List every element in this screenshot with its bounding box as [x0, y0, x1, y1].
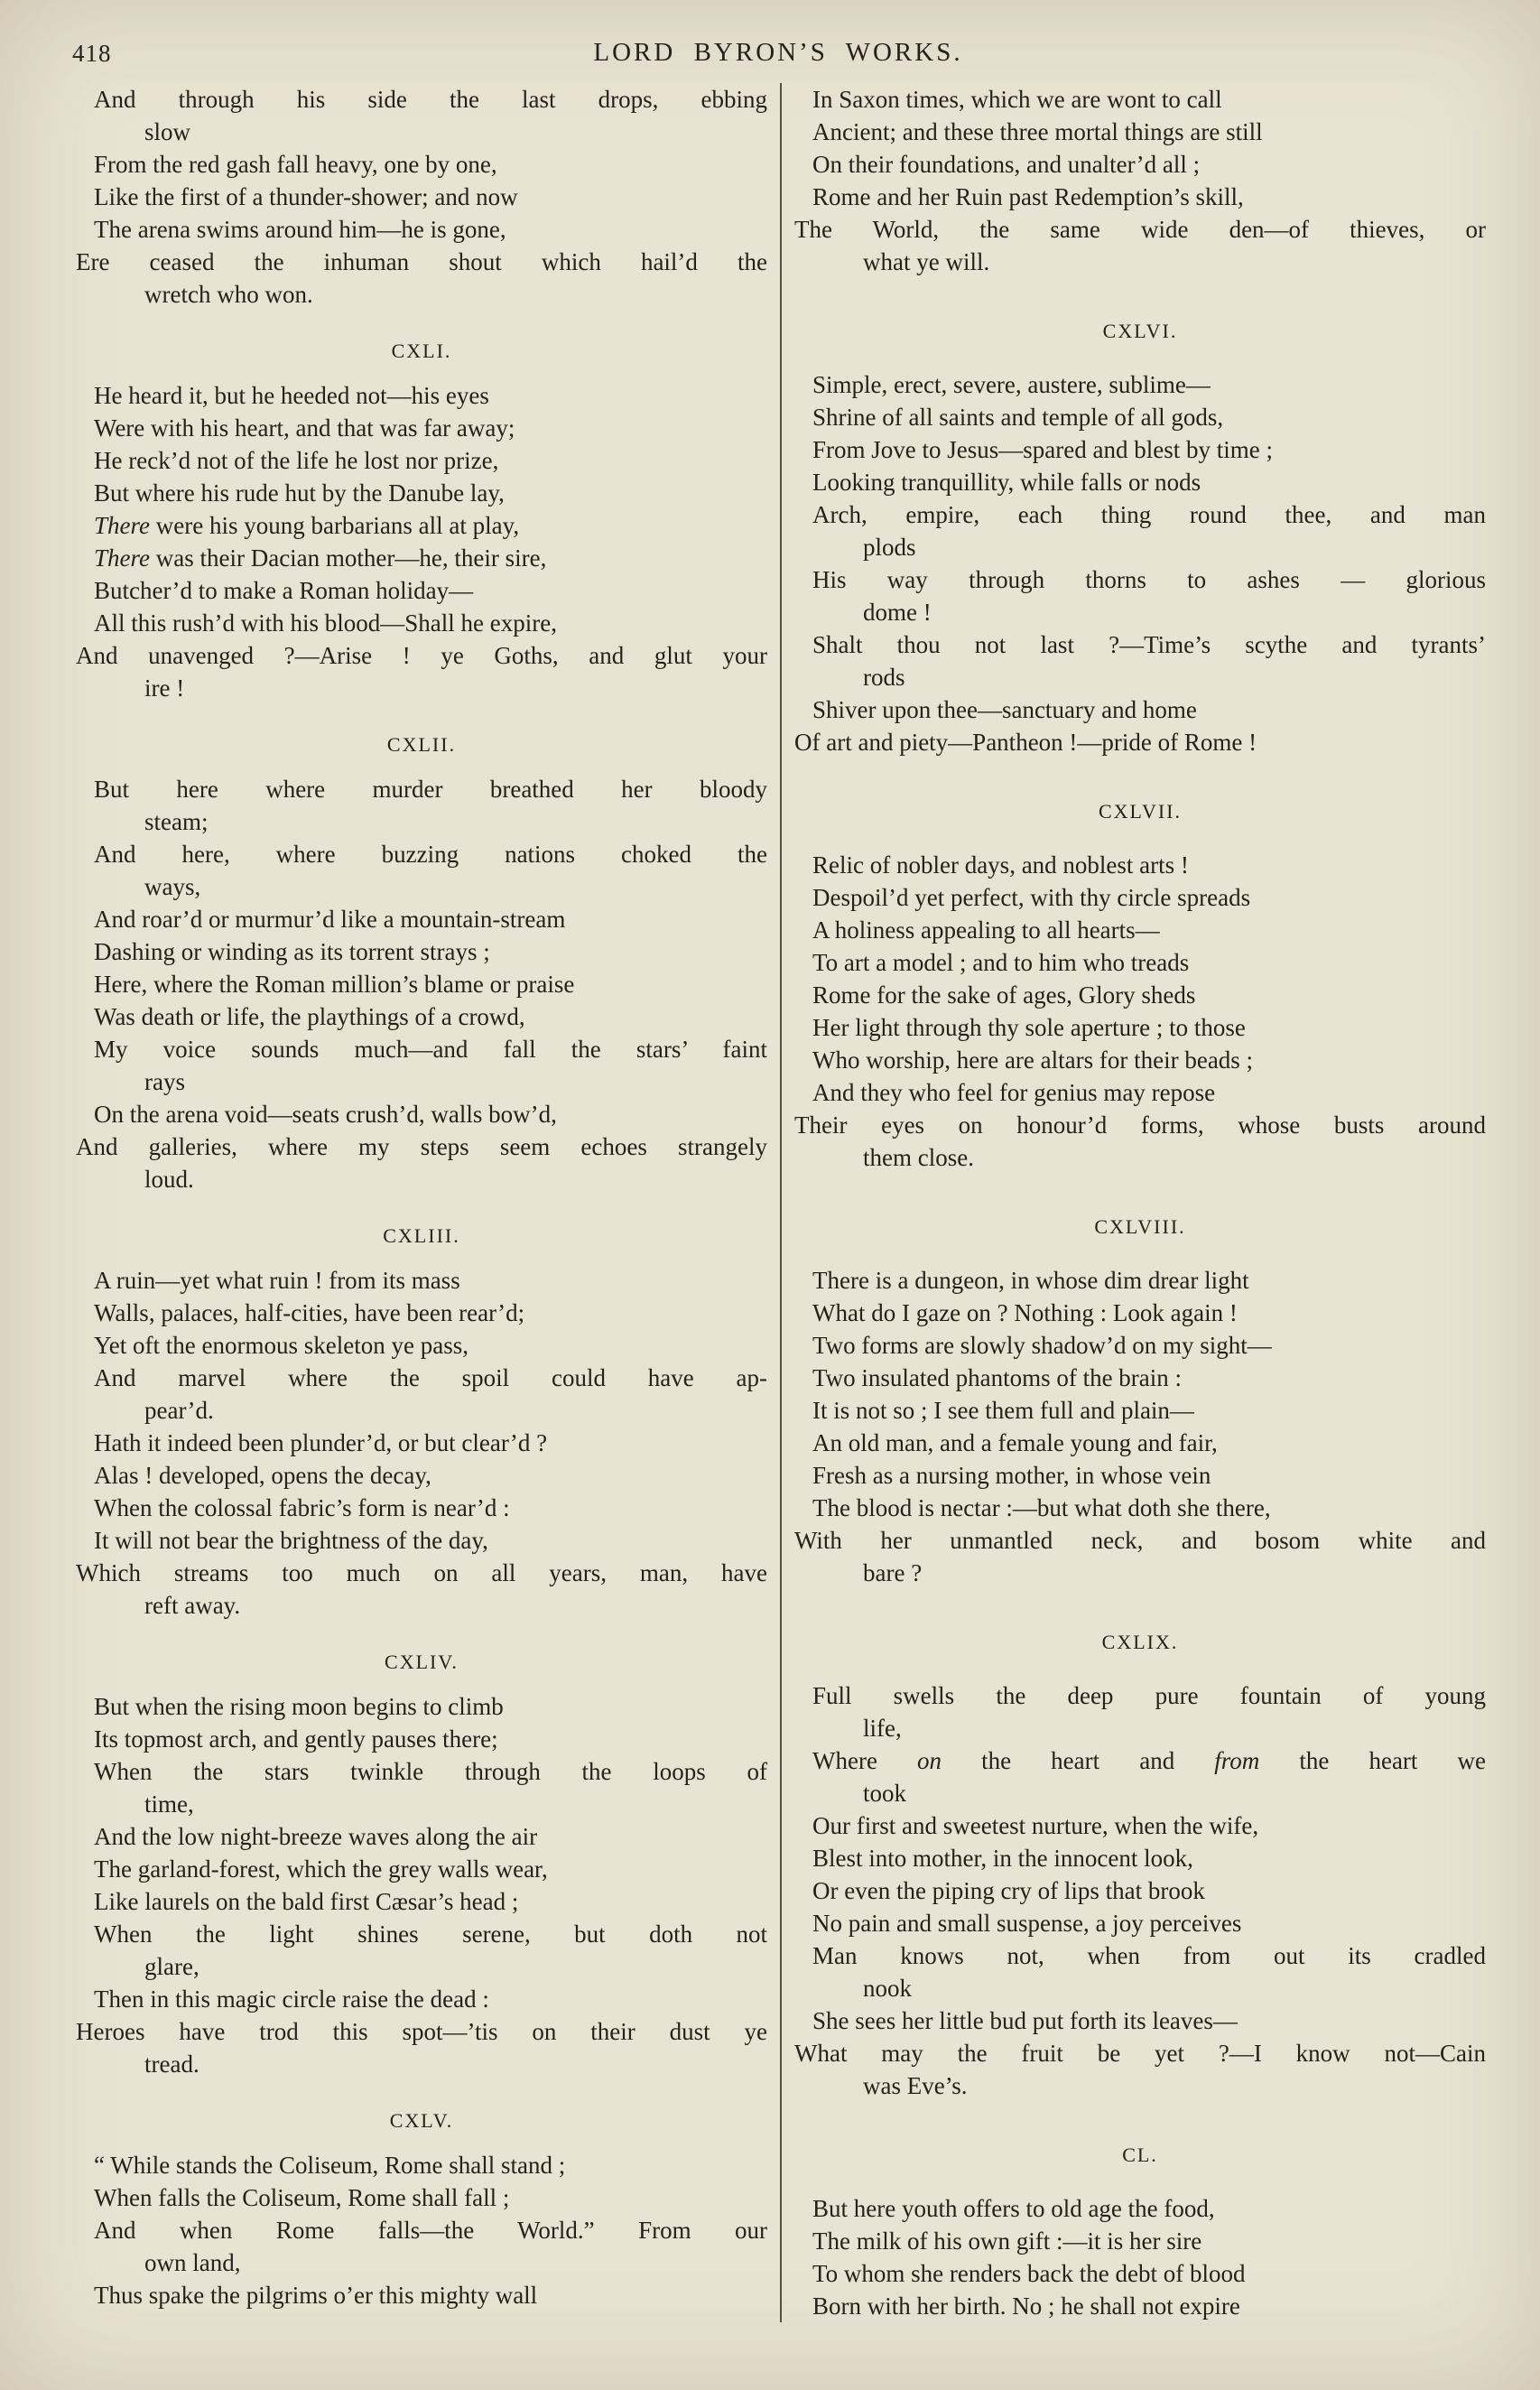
stanza-number: CXLVII. [1098, 800, 1183, 823]
verse-line: tread. [144, 2051, 199, 2078]
verse-line: On the arena void—seats crush’d, walls bow’d, [94, 1101, 557, 1128]
verse-line: He heard it, but he heeded not—his eyes [94, 382, 489, 409]
stanza-number: CXLI. [391, 339, 452, 362]
stanza [794, 1214, 1486, 1589]
verse-line: The blood is nectar :—but what doth she there, [812, 1494, 1271, 1521]
stanza [76, 83, 767, 311]
verse-line: Their eyes on honour’d forms, whose busts around [794, 1111, 1486, 1139]
stanza [794, 83, 1486, 278]
verse-line: The milk of his own gift :—it is her sire [812, 2227, 1202, 2255]
verse-line: The arena swims around him—he is gone, [94, 216, 506, 243]
verse-line: rods [863, 664, 905, 691]
verse-line: dome ! [863, 599, 932, 626]
verse-line: A holiness appealing to all hearts— [812, 916, 1160, 944]
verse-line: It is not so ; I see them full and plain— [812, 1397, 1194, 1424]
stanza-number: CL. [1122, 2144, 1158, 2166]
verse-line: Man knows not, when from out its cradled [812, 1942, 1486, 1969]
verse-line: On their foundations, and unalter’d all ; [812, 151, 1201, 178]
verse-line: And the low night-breeze waves along the air [94, 1823, 538, 1850]
verse-line: slow [144, 118, 191, 145]
verse-line: own land, [144, 2249, 241, 2276]
verse-line: There is a dungeon, in whose dim drear light [812, 1267, 1249, 1294]
verse-line: There was their Dacian mother—he, their sire, [94, 544, 547, 572]
verse-line: Thus spake the pilgrims o’er this mighty wall [94, 2282, 538, 2309]
verse-line: When the stars twinkle through the loops of [94, 1758, 767, 1785]
verse-line: Fresh as a nursing mother, in whose vein [812, 1462, 1211, 1489]
stanza-number: CXLII. [386, 733, 457, 756]
stanza-number: CXLV. [389, 2109, 454, 2132]
verse-line: Rome for the sake of ages, Glory sheds [812, 981, 1196, 1009]
verse-line: Looking tranquillity, while falls or nods [812, 469, 1201, 496]
verse-line: Simple, erect, severe, austere, sublime— [812, 371, 1211, 398]
verse-line: Rome and her Ruin past Redemption’s skill, [812, 183, 1244, 210]
verse-line: what ye will. [863, 248, 990, 275]
verse-line: them close. [863, 1144, 974, 1171]
verse-line: Was death or life, the playthings of a crowd, [94, 1003, 525, 1030]
running-title: LORD BYRON’S WORKS. [593, 38, 963, 67]
verse-line: An old man, and a female young and fair, [812, 1429, 1218, 1456]
verse-line: Arch, empire, each thing round thee, and man [812, 501, 1486, 528]
verse-line: pear’d. [144, 1397, 214, 1424]
page-header [72, 38, 1484, 70]
verse-line: rays [144, 1068, 185, 1095]
verse-line: Two forms are slowly shadow’d on my sight— [812, 1332, 1272, 1359]
stanza [794, 798, 1486, 1174]
stanza [76, 1223, 767, 1622]
stanza-number: CXLVIII. [1094, 1215, 1186, 1238]
stanza-number: CXLVI. [1102, 320, 1178, 342]
verse-line: Shrine of all saints and temple of all gods, [812, 404, 1224, 431]
verse-line: All this rush’d with his blood—Shall he expire, [94, 609, 557, 637]
verse-line: Two insulated phantoms of the brain : [812, 1364, 1183, 1391]
verse-line: Alas ! developed, opens the decay, [94, 1462, 431, 1489]
text-columns [76, 83, 1486, 2322]
verse-line: But where his rude hut by the Danube lay, [94, 479, 505, 507]
verse-line: Here, where the Roman million’s blame or praise [94, 971, 575, 998]
verse-line: Butcher’d to make a Roman holiday— [94, 577, 474, 604]
verse-line: Her light through thy sole aperture ; to those [812, 1014, 1246, 1041]
stanza [794, 318, 1486, 758]
verse-line: His way through thorns to ashes — glorious [812, 566, 1486, 593]
verse-line: To art a model ; and to him who treads [812, 949, 1190, 976]
verse-line: She sees her little bud put forth its leaves— [812, 2007, 1238, 2034]
verse-line: Relic of nobler days, and noblest arts ! [812, 851, 1189, 879]
verse-line: steam; [144, 808, 209, 835]
stanza [76, 2107, 767, 2311]
verse-line: Like laurels on the bald first Cæsar’s head ; [94, 1888, 519, 1915]
verse-line: When the colossal fabric’s form is near’d : [94, 1494, 510, 1521]
verse-line: reft away. [144, 1592, 241, 1619]
verse-line: Walls, palaces, half-cities, have been rear’d; [94, 1299, 525, 1326]
stanza [76, 731, 767, 1195]
verse-line: glare, [144, 1953, 199, 1980]
verse-line: It will not bear the brightness of the day, [94, 1527, 488, 1554]
verse-line: Its topmost arch, and gently pauses there; [94, 1725, 498, 1753]
verse-line: But here youth offers to old age the food, [812, 2195, 1215, 2222]
verse-line: And roar’d or murmur’d like a mountain-stream [94, 906, 566, 933]
verse-line: loud. [144, 1166, 194, 1193]
verse-line: Then in this magic circle raise the dead : [94, 1985, 489, 2013]
verse-line: Born with her birth. No ; he shall not expire [812, 2292, 1240, 2320]
verse-line: My voice sounds much—and fall the stars’ faint [94, 1036, 767, 1063]
verse-line: Shiver upon thee—sanctuary and home [812, 696, 1197, 723]
stanza-number: CXLIII. [383, 1224, 460, 1247]
stanza [76, 338, 767, 704]
verse-line: And here, where buzzing nations choked the [94, 841, 767, 868]
left-column [76, 83, 776, 2322]
verse-line: And when Rome falls—the World.” From our [94, 2217, 767, 2244]
verse-line: life, [863, 1715, 902, 1742]
verse-line: Full swells the deep pure fountain of young [812, 1682, 1486, 1709]
verse-line: And unavenged ?—Arise ! ye Goths, and glut your [76, 642, 767, 669]
verse-line: In Saxon times, which we are wont to call [812, 86, 1222, 113]
verse-line: And marvel where the spoil could have ap- [94, 1364, 767, 1391]
verse-line: The garland-forest, which the grey walls wear, [94, 1855, 548, 1883]
verse-line: “ While stands the Coliseum, Rome shall stand ; [94, 2152, 566, 2179]
verse-line: And galleries, where my steps seem echoes strangely [76, 1133, 767, 1160]
verse-line: Which streams too much on all years, man, have [76, 1559, 767, 1586]
verse-line: He reck’d not of the life he lost nor prize, [94, 447, 499, 474]
verse-line: time, [144, 1790, 194, 1818]
stanza [794, 2142, 1486, 2322]
verse-line: There were his young barbarians all at play, [94, 512, 520, 539]
verse-line: Shalt thou not last ?—Time’s scythe and tyrants’ [812, 631, 1486, 658]
verse-line: Despoil’d yet perfect, with thy circle spreads [812, 884, 1251, 911]
verse-line: With her unmantled neck, and bosom white and [794, 1527, 1486, 1554]
verse-line: Or even the piping cry of lips that brook [812, 1877, 1205, 1904]
verse-line: ways, [144, 873, 201, 900]
verse-line: From the red gash fall heavy, one by one, [94, 151, 497, 178]
verse-line: To whom she renders back the debt of blood [812, 2260, 1246, 2287]
verse-line: Yet oft the enormous skeleton ye pass, [94, 1332, 468, 1359]
stanza [794, 1629, 1486, 2102]
verse-line: When the light shines serene, but doth not [94, 1920, 767, 1948]
verse-line: Ancient; and these three mortal things are still [812, 118, 1263, 145]
verse-line: Blest into mother, in the innocent look, [812, 1845, 1193, 1872]
verse-line: From Jove to Jesus—spared and blest by time ; [812, 436, 1273, 463]
verse-line: Where on the heart and from the heart we [812, 1747, 1486, 1774]
verse-line: nook [863, 1975, 912, 2002]
stanza [76, 1649, 767, 2080]
verse-line: ire ! [144, 674, 185, 702]
verse-line: took [863, 1780, 907, 1807]
verse-line: plods [863, 534, 916, 561]
verse-line: Like the first of a thunder-shower; and now [94, 183, 518, 210]
verse-line: Ere ceased the inhuman shout which hail’d the [76, 248, 767, 275]
verse-line: was Eve’s. [863, 2072, 968, 2099]
verse-line: And they who feel for genius may repose [812, 1079, 1216, 1106]
verse-line: Hath it indeed been plunder’d, or but clear’d ? [94, 1429, 548, 1456]
stanza-number: CXLIV. [385, 1651, 459, 1673]
stanza-number: CXLIX. [1101, 1631, 1179, 1653]
verse-line: Were with his heart, and that was far away; [94, 414, 515, 442]
verse-line: Our first and sweetest nurture, when the wife, [812, 1812, 1259, 1839]
verse-line: A ruin—yet what ruin ! from its mass [94, 1267, 460, 1294]
verse-line: Heroes have trod this spot—’tis on their dust ye [76, 2018, 767, 2045]
verse-line: What may the fruit be yet ?—I know not—Cain [794, 2040, 1486, 2067]
page-number: 418 [72, 40, 112, 67]
verse-line: Of art and piety—Pantheon !—pride of Rome ! [794, 729, 1257, 756]
verse-line: When falls the Coliseum, Rome shall fall ; [94, 2184, 510, 2211]
verse-line: Who worship, here are altars for their beads ; [812, 1046, 1254, 1074]
verse-line: But when the rising moon begins to climb [94, 1693, 504, 1720]
verse-line: Dashing or winding as its torrent strays ; [94, 938, 490, 965]
verse-line: No pain and small suspense, a joy perceives [812, 1910, 1242, 1937]
verse-line: What do I gaze on ? Nothing : Look again ! [812, 1299, 1238, 1326]
verse-line: wretch who won. [144, 281, 313, 308]
right-column [782, 83, 1486, 2322]
verse-line: And through his side the last drops, ebbing [94, 86, 767, 113]
verse-line: The World, the same wide den—of thieves, or [794, 216, 1486, 243]
verse-line: But here where murder breathed her bloody [94, 776, 767, 803]
verse-line: bare ? [863, 1559, 923, 1586]
